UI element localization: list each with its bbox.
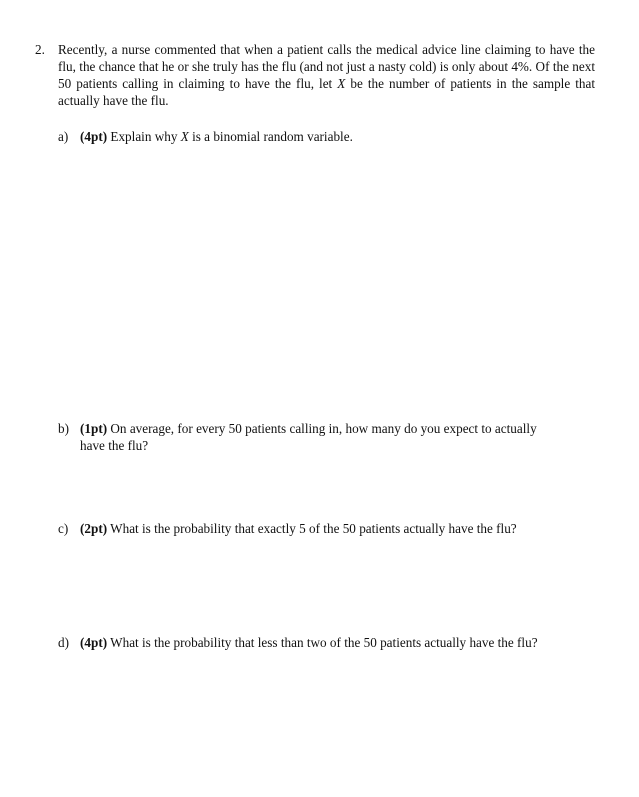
part-text: Explain why — [107, 129, 181, 144]
points: (2pt) — [80, 521, 108, 536]
stem-text: Recently, a nurse commented that when a patient calls the medical advice line claiming to have the flu, the chance that he or she truly has the flu (and not just a nasty cold) is only about 4%. Of the next 50 patients calling in claiming to have the flu, let — [58, 42, 595, 91]
variable: X — [180, 129, 189, 144]
question-stem — [58, 41, 595, 109]
part-label: b) — [58, 421, 69, 436]
variable: X — [337, 76, 346, 91]
stem-text: be the number of patients in the sample that actually have the flu. — [58, 76, 596, 108]
points: (4pt) — [80, 635, 108, 650]
part-text: have the flu? — [80, 438, 149, 453]
part-b — [58, 420, 595, 454]
part-text: What is the probability that exactly 5 of the 50 patients actually have the flu? — [107, 521, 517, 536]
part-label: d) — [58, 635, 69, 650]
question-number: 2. — [35, 42, 45, 57]
question-2 — [35, 41, 595, 109]
part-text: On average, for every 50 patients calling in, how many do you expect to actually — [107, 421, 537, 436]
part-text: What is the probability that less than two of the 50 patients actually have the flu? — [107, 635, 538, 650]
points: (1pt) — [80, 421, 108, 436]
part-label: c) — [58, 521, 69, 536]
part-d — [58, 634, 595, 651]
part-c — [58, 520, 595, 537]
points: (4pt) — [80, 129, 108, 144]
part-a — [58, 128, 595, 145]
part-label: a) — [58, 129, 69, 144]
part-text: is a binomial random variable. — [188, 129, 353, 144]
